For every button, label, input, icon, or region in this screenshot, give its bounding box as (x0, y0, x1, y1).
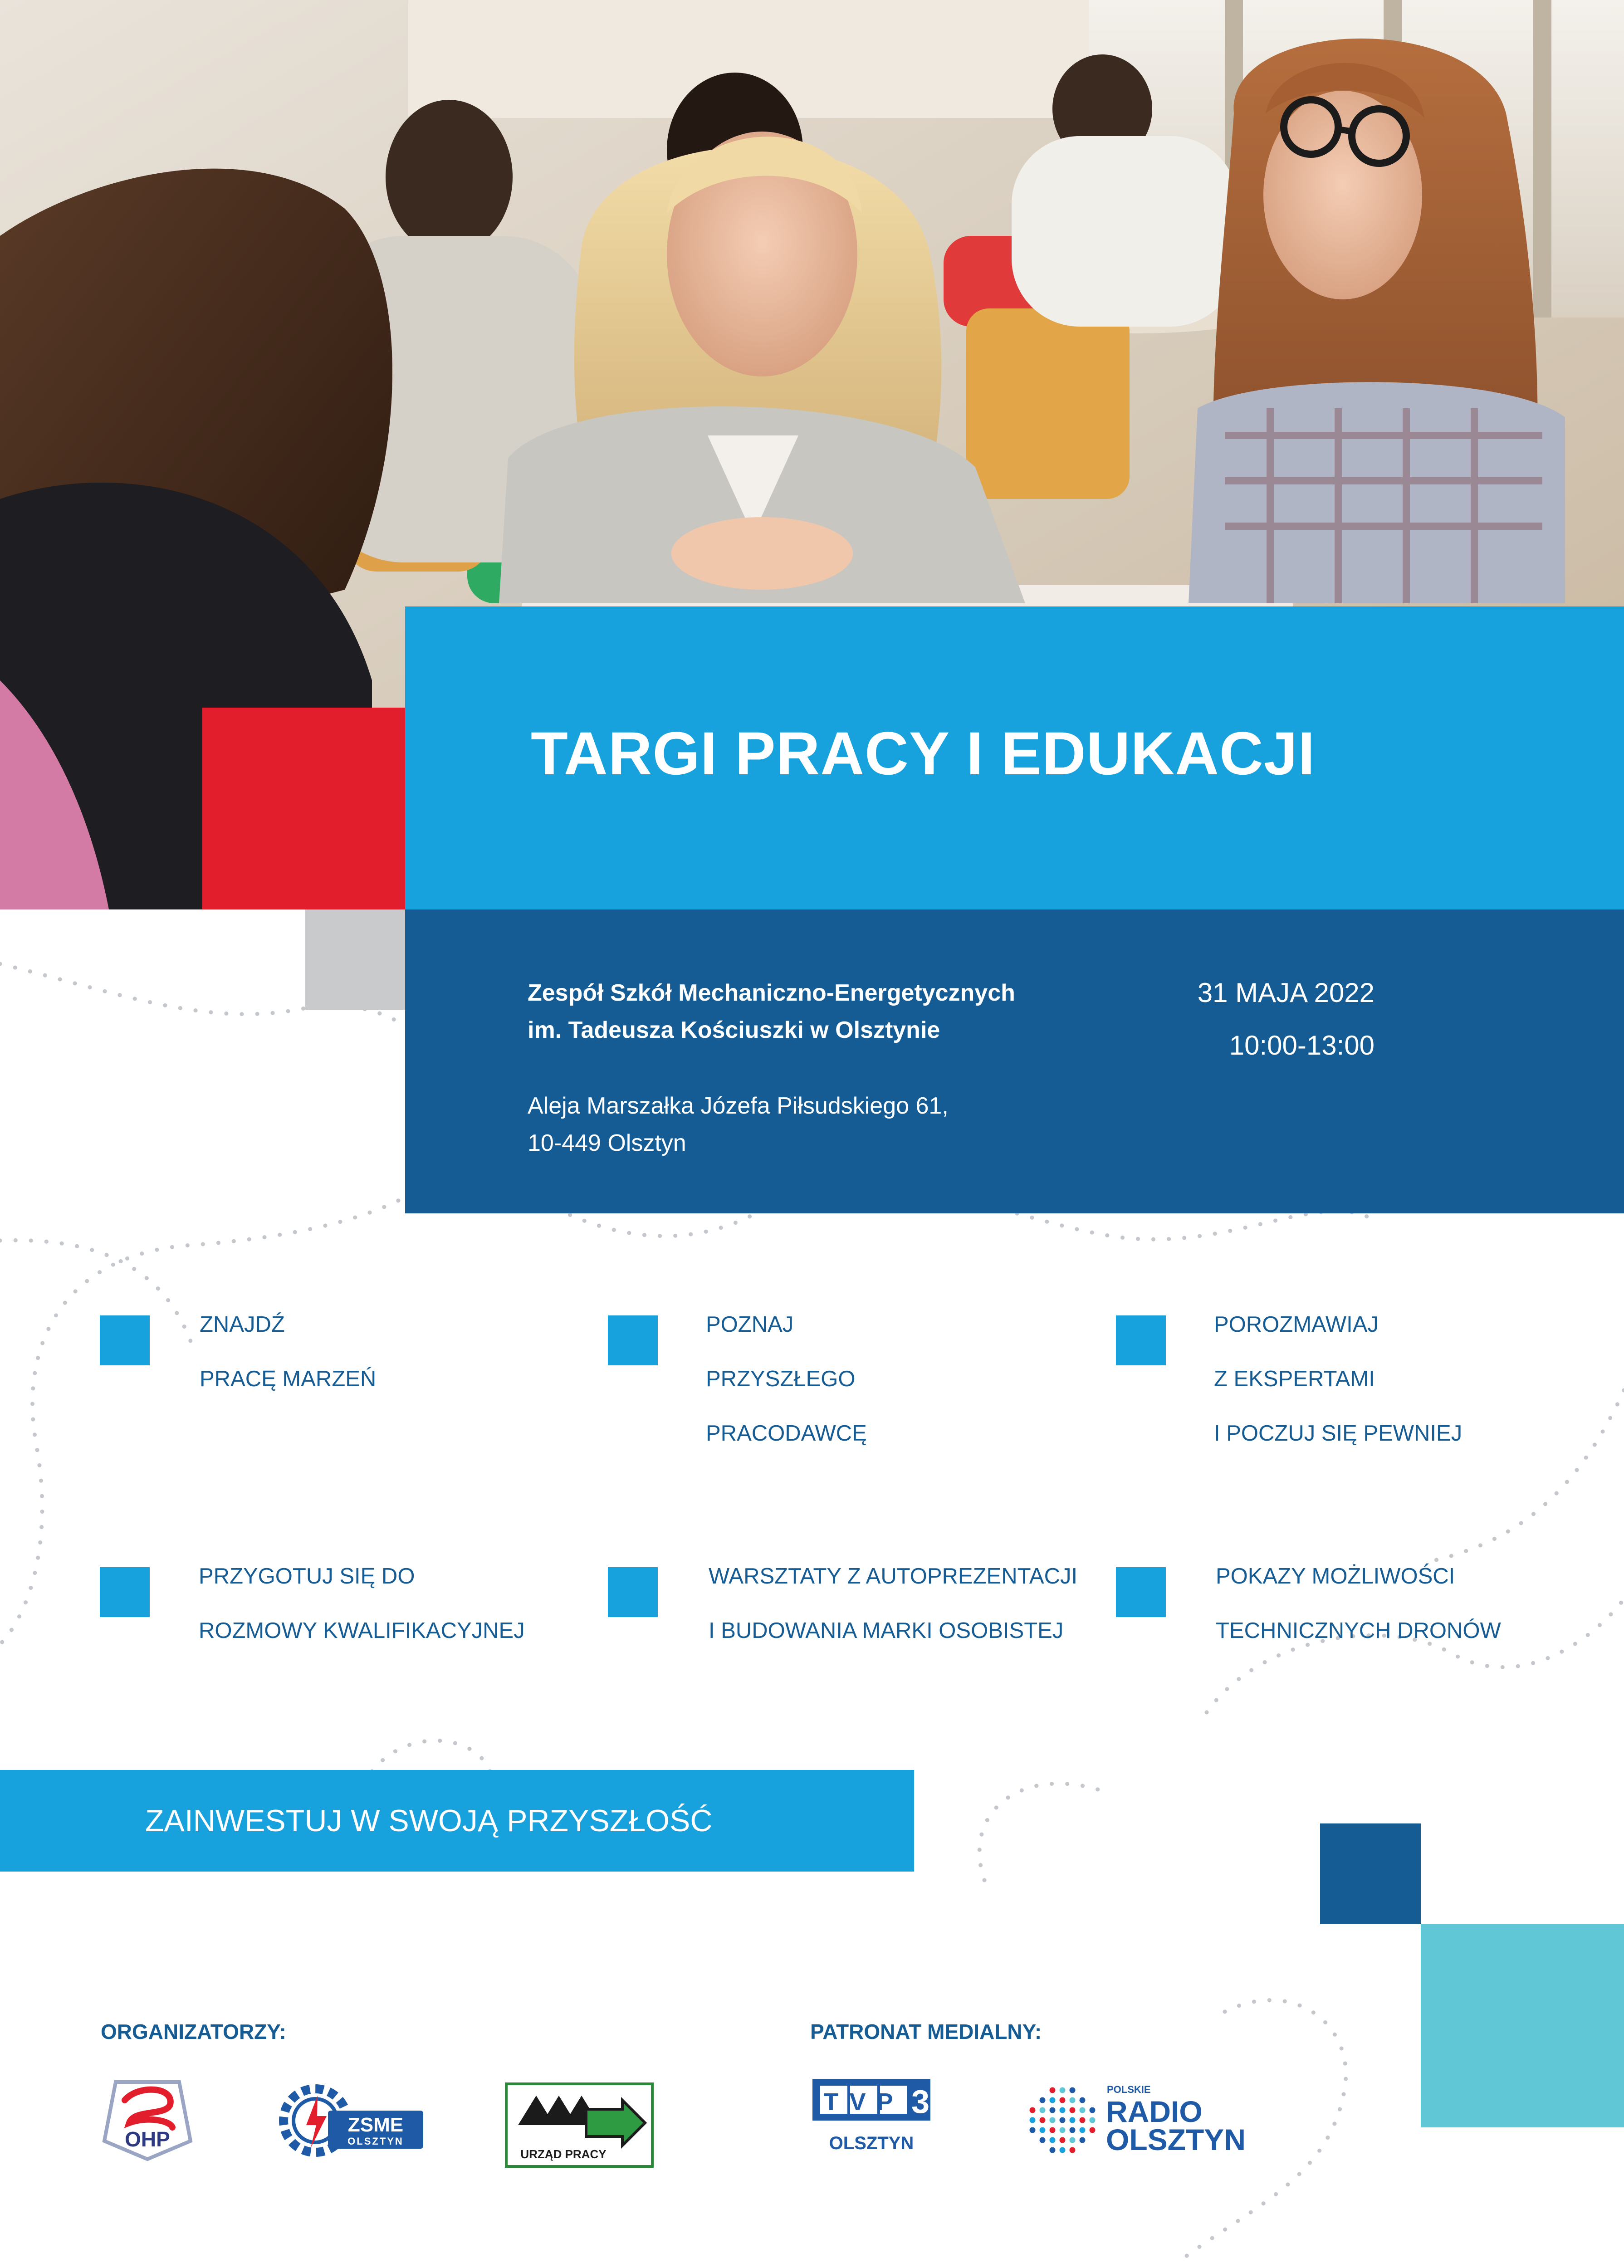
venue-panel (405, 909, 1624, 1213)
ohp-logo-text: OHP (125, 2127, 170, 2151)
organizers-label: ORGANIZATORZY: (101, 2020, 286, 2043)
tvp3-logo-letters: TVP (823, 2088, 904, 2116)
radio-dot (1090, 2127, 1096, 2133)
radio-dot (1040, 2097, 1046, 2103)
radio-dot (1070, 2097, 1076, 2103)
decor-square-teal (1421, 1924, 1624, 2127)
tvp3-logo (810, 2077, 933, 2158)
event-date: 31 MAJA 2022 (1197, 978, 1375, 1008)
radio-dot (1080, 2117, 1086, 2123)
radio-dot (1070, 2107, 1076, 2113)
radio-dot (1050, 2087, 1056, 2093)
radio-dots-icon (1030, 2087, 1096, 2153)
radio-dot (1050, 2097, 1056, 2103)
media-patronage-label: PATRONAT MEDIALNY: (810, 2020, 1042, 2043)
feature-3-line-2: Z EKSPERTAMI (1214, 1367, 1375, 1391)
feature-2-line-3: PRACODAWCĘ (706, 1421, 867, 1446)
feature-4-line-1: PRZYGOTUJ SIĘ DO (199, 1564, 415, 1589)
radio-dot (1070, 2117, 1076, 2123)
feature-bullet-square (608, 1567, 658, 1617)
radio-dot (1080, 2127, 1086, 2133)
radio-dot (1060, 2097, 1066, 2103)
feature-6-line-1: POKAZY MOŻLIWOŚCI (1216, 1564, 1455, 1589)
school-name-line-2: im. Tadeusza Kościuszki w Olsztynie (528, 1017, 940, 1043)
radio-dot (1050, 2127, 1056, 2133)
feature-5-line-2: I BUDOWANIA MARKI OSOBISTEJ (709, 1618, 1064, 1643)
feature-bullet-square (1116, 1567, 1166, 1617)
zsme-logo (274, 2075, 429, 2166)
radio-dot (1060, 2147, 1066, 2153)
feature-6-line-2: TECHNICZNYCH DRONÓW (1216, 1618, 1501, 1643)
decor-square-red (202, 708, 405, 909)
feature-5-line-1: WARSZTATY Z AUTOPREZENTACJI (709, 1564, 1078, 1589)
radio-dot (1080, 2097, 1086, 2103)
radio-dot (1090, 2117, 1096, 2123)
radio-dot (1040, 2107, 1046, 2113)
radio-logo-top-text: POLSKIE (1107, 2084, 1151, 2095)
radio-olsztyn-logo (1026, 2077, 1262, 2163)
radio-dot (1040, 2117, 1046, 2123)
page-title: TARGI PRACY I EDUKACJI (531, 720, 1316, 787)
feature-bullet-square (608, 1315, 658, 1365)
radio-dot (1070, 2127, 1076, 2133)
radio-dot (1050, 2107, 1056, 2113)
feature-bullet-square (100, 1315, 150, 1365)
radio-dot (1060, 2137, 1066, 2143)
radio-dot (1040, 2137, 1046, 2143)
feature-3-line-3: I POCZUJ SIĘ PEWNIEJ (1214, 1421, 1463, 1446)
feature-2-line-2: PRZYSZŁEGO (706, 1367, 856, 1391)
feature-3-line-1: POROZMAWIAJ (1214, 1312, 1379, 1337)
radio-dot (1080, 2137, 1086, 2143)
zsme-logo-subtext: OLSZTYN (347, 2136, 404, 2147)
feature-1-line-1: ZNAJDŹ (200, 1312, 285, 1337)
feature-1-line-2: PRACĘ MARZEŃ (200, 1367, 377, 1391)
feature-4-line-2: ROZMOWY KWALIFIKACYJNEJ (199, 1618, 525, 1643)
radio-dot (1060, 2107, 1066, 2113)
radio-dot (1030, 2107, 1036, 2113)
radio-dot (1030, 2117, 1036, 2123)
tvp3-logo-subtext: OLSZTYN (829, 2133, 914, 2153)
feature-bullet-square (1116, 1315, 1166, 1365)
feature-2-line-1: POZNAJ (706, 1312, 794, 1337)
radio-dot (1050, 2137, 1056, 2143)
radio-dot (1090, 2107, 1096, 2113)
radio-logo-line-2: OLSZTYN (1106, 2123, 1246, 2156)
address-line-1: Aleja Marszałka Józefa Piłsudskiego 61, (528, 1093, 949, 1119)
radio-dot (1070, 2147, 1076, 2153)
radio-dot (1070, 2137, 1076, 2143)
feature-bullet-square (100, 1567, 150, 1617)
zsme-logo-text: ZSME (347, 2114, 404, 2136)
decor-square-dark-blue (1320, 1823, 1421, 1924)
slogan-text: ZAINWESTUJ W SWOJĄ PRZYSZŁOŚĆ (145, 1804, 713, 1838)
decor-square-gray (305, 909, 405, 1010)
radio-dot (1050, 2147, 1056, 2153)
address-line-2: 10-449 Olsztyn (528, 1130, 686, 1156)
urzad-pracy-logo-text: URZĄD PRACY (520, 2147, 607, 2161)
school-name-line-1: Zespół Szkół Mechaniczno-Energetycznych (528, 980, 1015, 1006)
radio-dot (1030, 2127, 1036, 2133)
radio-logo-line-1: RADIO (1106, 2095, 1203, 2128)
radio-dot (1060, 2087, 1066, 2093)
radio-dot (1060, 2117, 1066, 2123)
radio-dot (1060, 2127, 1066, 2133)
radio-dot (1070, 2087, 1076, 2093)
radio-dot (1080, 2107, 1086, 2113)
urzad-pracy-logo (504, 2082, 654, 2168)
tvp3-logo-number: 3 (911, 2084, 930, 2120)
ohp-logo (98, 2073, 197, 2164)
radio-dot (1050, 2117, 1056, 2123)
event-time: 10:00-13:00 (1229, 1030, 1375, 1061)
radio-dot (1040, 2127, 1046, 2133)
